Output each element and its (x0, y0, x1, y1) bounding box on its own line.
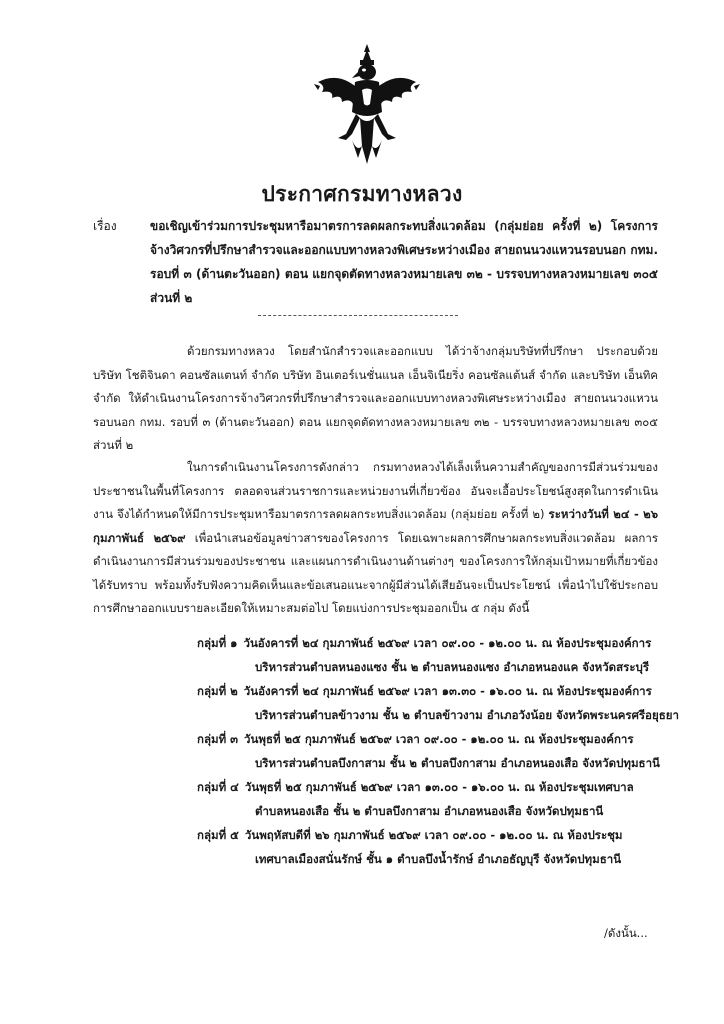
group-label: กลุ่มที่ ๒ (197, 684, 238, 698)
garuda-emblem-icon (312, 42, 422, 167)
meeting-group (197, 824, 667, 871)
paragraph-meeting-part1: ในการดำเนินงานโครงการดังกล่าว กรมทางหลวงได้เล็งเห็นความสำคัญของการมีส่วนร่วมของประชาชนในพื้นที่โครงการ ตลอดจนส่วนราชการและหน่วยงานที่เกี่ยวข้อง อันจะเอื้อประโยชน์สูงสุดในการดำเนินงาน จึงได้กำหนดให้มีการประชุมหารือมาตรการลดผลกระทบสิ่งแวดล้อม (กลุ่มย่อย ครั้งที่ ๒) (93, 460, 658, 521)
paragraph-meeting-part2: เพื่อนำเสนอข้อมูลข่าวสารของโครงการ โดยเฉพาะผลการศึกษาผลกระทบสิ่งแวดล้อม ผลการดำเนินงานการมีส่วนร่วมของประชาชน และแผนการดำเนินงานด้านต่างๆ ของโครงการให้กลุ่มเป้าหมายที่เกี่ยวข้องได้รับทราบ พร้อมทั้งรับฟังความคิดเห็นและข้อเสนอแนะจากผู้มีส่วนได้เสียอันจะเป็นประโยชน์ เพื่อนำไปใช้ประกอบการศึกษาออกแบบรายละเอียดให้เหมาะสมต่อไป โดยแบ่งการประชุมออกเป็น ๕ กลุ่ม ดังนี้ (93, 530, 658, 615)
paragraph-meeting (93, 456, 658, 621)
meeting-group (197, 680, 679, 727)
group-label: กลุ่มที่ ๕ (197, 828, 239, 842)
group-line1: วันพุธที่ ๒๕ กุมภาพันธ์ ๒๕๖๙ เวลา ๑๓.๐๐ - ๑๖.๐๐ น. ณ ห้องประชุมเทศบาล (244, 780, 634, 794)
subject-text: ขอเชิญเข้าร่วมการประชุมหารือมาตรการลดผลกระทบสิ่งแวดล้อม (กลุ่มย่อย ครั้งที่ ๒) โครงการจ้างวิศวกรที่ปรึกษาสำรวจและออกแบบทางหลวงพิเศษระหว่างเมือง สายถนนวงแหวนรอบนอก กทม. รอบที่ ๓ (ด้านตะวันออก) ตอน แยกจุดตัดทางหลวงหมายเลข ๓๒ - บรรจบทางหลวงหมายเลข ๓๐๕ ส่วนที่ ๒ (150, 219, 658, 305)
group-line2: บริหารส่วนตำบลหนองแซง ชั้น ๒ ตำบลหนองแซง อำเภอหนองแค จังหวัดสระบุรี (255, 659, 649, 674)
group-line1: วันพฤหัสบดีที่ ๒๖ กุมภาพันธ์ ๒๕๖๙ เวลา ๐๙.๐๐ - ๑๒.๐๐ น. ณ ห้องประชุม (244, 828, 623, 842)
group-line1: วันพุธที่ ๒๕ กุมภาพันธ์ ๒๕๖๙ เวลา ๐๙.๐๐ - ๑๒.๐๐ น. ณ ห้องประชุมองค์การ (244, 732, 634, 746)
page-title: ประกาศกรมทางหลวง (261, 182, 463, 206)
group-line1: วันอังคารที่ ๒๔ กุมภาพันธ์ ๒๕๖๙ เวลา ๑๓.๓๐ - ๑๖.๐๐ น. ณ ห้องประชุมองค์การ (243, 684, 652, 698)
group-label: กลุ่มที่ ๔ (197, 780, 239, 794)
group-label: กลุ่มที่ ๑ (197, 636, 238, 650)
group-line1: วันอังคารที่ ๒๔ กุมภาพันธ์ ๒๕๖๙ เวลา ๐๙.๐๐ - ๑๒.๐๐ น. ณ ห้องประชุมองค์การ (243, 636, 652, 650)
subject-label: เรื่อง (93, 219, 117, 233)
meeting-group (197, 632, 667, 679)
group-line2: ตำบลหนองเสือ ชั้น ๒ ตำบลบึงกาสาม อำเภอหนองเสือ จังหวัดปทุมธานี (255, 803, 604, 818)
continuation-note: /ดังนั้น... (604, 926, 648, 940)
meeting-date-range: ระหว่างวันที่ ๒๔ - ๒๖ กุมภาพันธ์ ๒๕๖๙ (93, 507, 658, 545)
group-line2: บริหารส่วนตำบลบึงกาสาม ชั้น ๒ ตำบลบึงกาสาม อำเภอหนองเสือ จังหวัดปทุมธานี (255, 755, 660, 770)
dashed-divider (258, 315, 458, 316)
group-label: กลุ่มที่ ๓ (197, 732, 239, 746)
meeting-group (197, 728, 667, 775)
meeting-group (197, 776, 667, 823)
group-line2: บริหารส่วนตำบลข้าวงาม ชั้น ๒ ตำบลข้าวงาม อำเภอวังน้อย จังหวัดพระนครศรีอยุธยา (255, 707, 679, 722)
group-line2: เทศบาลเมืองสนั่นรักษ์ ชั้น ๑ ตำบลบึงน้ำรักษ์ อำเภอธัญบุรี จังหวัดปทุมธานี (255, 851, 622, 866)
paragraph-intro: ด้วยกรมทางหลวง โดยสำนักสำรวจและออกแบบ ได้ว่าจ้างกลุ่มบริษัทที่ปรึกษา ประกอบด้วย บริษัท โชติจินดา คอนซัลแตนท์ จำกัด บริษัท อินเตอร์เนชั่นแนล เอ็นจิเนียริ่ง คอนซัลแต้นส์ จำกัด และบริษัท เอ็นทิค จำกัด ให้ดำเนินงานโครงการจ้างวิศวกรที่ปรึกษาสำรวจและออกแบบทางหลวงพิเศษระหว่างเมือง สายถนนวงแหวนรอบนอก กทม. รอบที่ ๓ (ด้านตะวันออก) ตอน แยกจุดตัดทางหลวงหมายเลข ๓๒ - บรรจบทางหลวงหมายเลข ๓๐๕ ส่วนที่ ๒ (93, 344, 658, 452)
meeting-groups-list (197, 632, 679, 872)
